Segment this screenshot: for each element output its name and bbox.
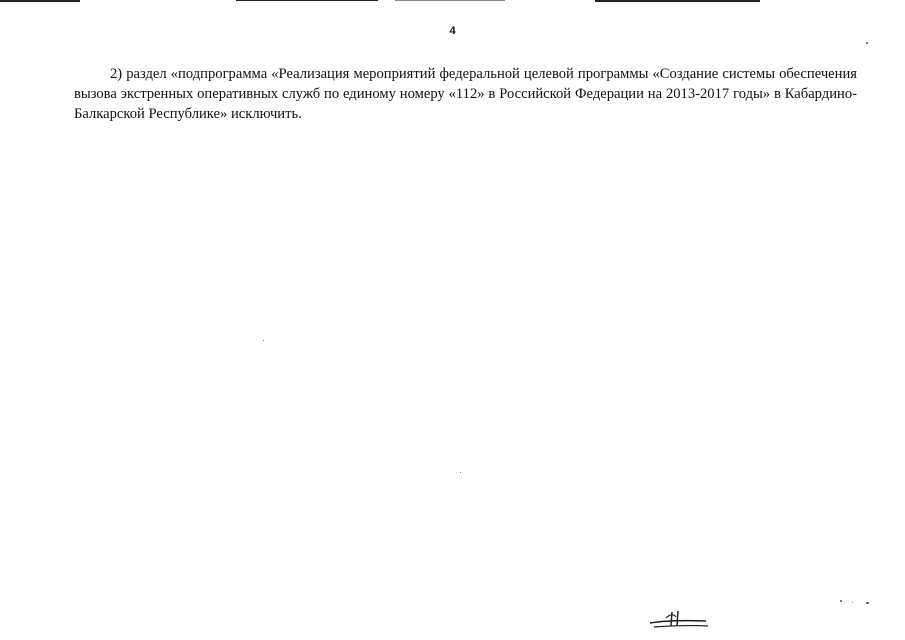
page-number: 4 (449, 25, 456, 37)
body-paragraph: 2) раздел «подпрограмма «Реализация мероприятий федеральной целевой программы «Создание системы обеспечения вызова экстренных оперативных служб по единому номеру «112» в Российской Федерации на 2013-2017 годы» в Кабардино-Балкарской Республике» исключить. (74, 66, 857, 122)
scan-edge-rule-left (0, 0, 80, 2)
scan-edge-rule-right (595, 0, 760, 2)
scan-speck (840, 600, 842, 602)
scan-speck (263, 340, 264, 341)
scan-speck (460, 472, 461, 473)
scan-speck (866, 42, 868, 44)
scan-speck (852, 602, 853, 603)
scan-edge-rule-center-2 (395, 0, 505, 1)
scan-speck (866, 602, 869, 604)
signature-mark (648, 608, 712, 630)
scan-edge-rule-center (236, 0, 378, 1)
